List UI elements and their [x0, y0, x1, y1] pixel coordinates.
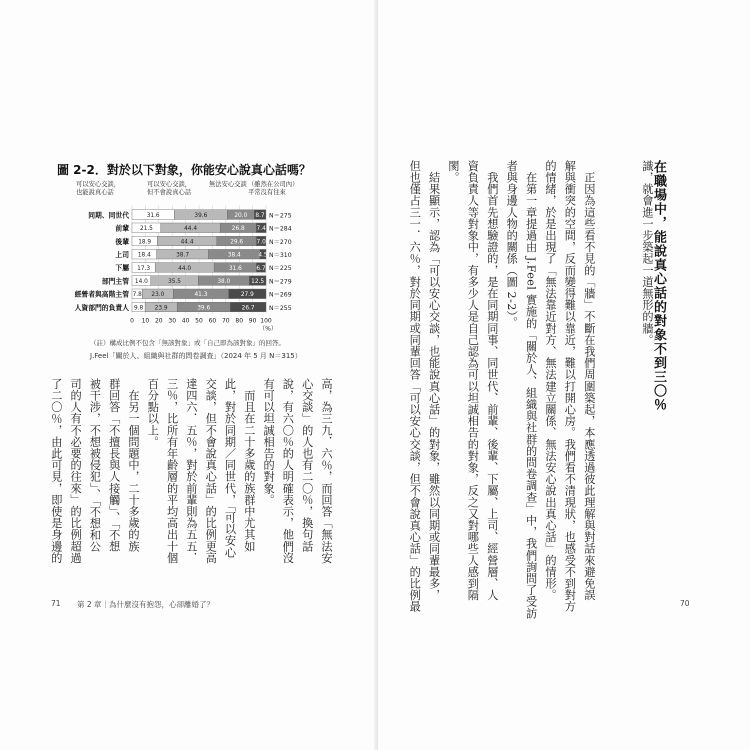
category-label: 下屬 [115, 264, 129, 273]
bar-value-label: 18.9 [138, 239, 152, 246]
bar-value-label: 23.0 [151, 292, 165, 299]
legend-label: 但不會說真心話 [147, 189, 192, 196]
bar-value-label: 44.0 [178, 265, 192, 272]
n-label: N＝279 [269, 278, 292, 286]
n-label: N＝275 [269, 212, 292, 220]
left-column-line: 說，有六〇％的人明確表示，他們沒 [281, 378, 295, 564]
bar-value-label: 26.8 [231, 226, 245, 233]
right-column-line: 的情緒，於是出現了「無法靠近對方、無法建立關係、無法安心說出真心話」的情形。 [544, 160, 557, 601]
category-label: 前輩 [115, 224, 129, 233]
x-tick-label: 80 [235, 317, 244, 325]
legend-label: 也能說真心話 [76, 189, 114, 196]
left-column-line: 心交談」的人也有二〇％，換句話 [300, 378, 314, 552]
right-column-line: 正因為這些看不見的「牆」不斷在我們周圍築起，本應透過彼此理解與對話來避免誤 [582, 160, 596, 601]
left-column-line: 在另一個問題中，二十多歲的族 [127, 378, 140, 552]
bar-value-label: 20.0 [234, 213, 248, 219]
x-tick-label: 10 [141, 317, 150, 325]
legend-label: 無法安心交談 [209, 181, 247, 188]
right-column-line: 資負責人等對象中，有多少人是自己認為可以坦誠相告的對象，反之又對哪些人感到隔 [466, 160, 480, 601]
n-label: N＝310 [269, 252, 292, 259]
left-page-number: 71 [51, 599, 61, 608]
x-tick-label: 100 [260, 317, 272, 325]
x-unit-label: （%） [259, 325, 277, 333]
left-column-line: 百分點以上。 [146, 378, 160, 448]
x-tick-label: 30 [168, 317, 177, 325]
n-label: N＝225 [269, 265, 292, 273]
bar-value-label: 4.5 [258, 252, 268, 259]
bar-value-label: 38.7 [176, 252, 190, 259]
right-column-line: 者與身邊人物的關係（圖 2-2）。 [505, 160, 519, 329]
x-tick-label: 20 [154, 317, 163, 325]
legend-label: 平常沒有往來 [248, 189, 286, 196]
bar-value-label: 9.8 [133, 305, 144, 312]
bar-value-label: 29.6 [230, 239, 244, 246]
category-label: 部門主管 [101, 277, 129, 286]
x-tick-label: 90 [248, 317, 257, 325]
bar-value-label: 38.4 [227, 252, 241, 259]
legend-label: （雖然在公司內） [248, 181, 298, 188]
x-tick-label: 0 [130, 317, 134, 325]
bar-value-label: 44.4 [180, 239, 194, 246]
bar-value-label: 6.7 [256, 265, 266, 272]
left-column-line: 了二〇％，由此可見，即使是身邊的 [49, 378, 63, 564]
bar-value-label: 26.7 [241, 305, 255, 312]
legend-label: 可以安心交談， [76, 181, 121, 188]
bar-value-label: 7.0 [256, 239, 266, 246]
left-column-line: 此，對於同期／同世代，「可以安心 [223, 378, 237, 558]
category-label: 上司 [115, 251, 129, 259]
bar-value-label: 35.5 [168, 279, 182, 285]
left-column-line: 被干涉，不想被侵犯」、「不想和公 [88, 378, 102, 553]
bar-value-label: 23.9 [154, 305, 168, 312]
left-column-line: 司的人有不必要的往來」的比例超過 [69, 378, 83, 564]
legend-label: 可以安心交談， [147, 181, 192, 188]
bar-value-label: 8.7 [255, 213, 265, 219]
x-tick-label: 50 [195, 317, 203, 325]
left-column-line: 達四六．五％，對於前輩則為五五． [184, 378, 198, 564]
right-column-line: 結果顯示，認為「可以安心交談，也能說真心話」的對象，雖然以同期或同輩最多， [427, 160, 441, 601]
figure-title: 圖 2-2．對於以下對象，你能安心說真心話嗎？ [57, 163, 311, 177]
bar-value-label: 7.8 [132, 292, 142, 299]
bar-value-label: 14.0 [134, 279, 148, 285]
bar-value-label: 17.3 [137, 265, 151, 272]
n-label: N＝284 [269, 225, 292, 233]
bar-value-label: 31.6 [146, 213, 160, 219]
category-label: 同期、同世代 [88, 211, 129, 220]
bar-value-label: 31.6 [228, 265, 242, 272]
right-column-line: 在第一章提過由 J.Feel 實施的「關於人、組織與社群的問卷調查」中，我們詢問了受訪 [524, 160, 538, 620]
bar-value-label: 44.4 [184, 226, 198, 233]
left-column-line: 群回答「不擅長與人接觸」、「不想 [107, 378, 121, 553]
n-label: N＝269 [269, 291, 292, 299]
right-column-line: 解與衝突的空間，反而變得難以靠近，難以打開心房。我們看不清現狀，也感受不到對方 [563, 160, 577, 613]
right-column-line: 識，就會進一步築起一道無形的牆。 [641, 160, 654, 346]
left-column-line: 而且在二十多歲的族群中尤其如 [242, 378, 256, 552]
right-column-line: 閡。 [447, 160, 460, 184]
right-column-line: 我們首先想驗證的，是在同期同事、同世代、前輩、後輩、下屬、上司、經營層、人 [485, 160, 499, 601]
left-running-head: 第 2 章｜為什麼沒有抱怨，心卻離婚了？ [77, 600, 215, 609]
bar-value-label: 27.9 [240, 292, 254, 299]
x-tick-label: 60 [208, 317, 217, 325]
right-page [378, 0, 750, 750]
bar-value-label: 18.4 [137, 252, 151, 259]
figure-note: （註）構成比例不包含「無該對象」或「自己即為該對象」的回答。 [90, 339, 285, 347]
bar-value-label: 39.6 [197, 305, 211, 312]
left-column-line: 三％，比所有年齡層的平均高出十個 [165, 378, 179, 564]
bar-value-label: 7.4 [256, 226, 266, 233]
bar-value-label: 41.3 [194, 292, 208, 299]
x-tick-label: 70 [221, 317, 230, 325]
stacked-bar-chart [52, 178, 298, 334]
section-heading: 在職場中，能說真心話的對象不到三〇％ [651, 160, 666, 412]
category-label: 經營者與高階主管 [74, 290, 129, 299]
bar-value-label: 12.5 [251, 279, 265, 285]
x-tick-label: 40 [181, 317, 190, 325]
left-column-line: 高，為三九．六％，而回答「無法安 [320, 378, 333, 564]
bar-value-label: 21.5 [139, 226, 153, 233]
bar-value-label: 39.6 [194, 213, 208, 219]
right-page-number: 70 [680, 599, 690, 608]
category-label: 後輩 [115, 237, 129, 246]
category-label: 人資部門的負責人 [74, 303, 129, 312]
bar-value-label: 38.0 [217, 279, 231, 285]
figure-source: J.Feel「關於人、組織與社群的問卷調查」（2024 年 5 月 N＝315） [90, 352, 302, 360]
left-column-line: 交談，但不會說真心話」的比例更高 [204, 378, 218, 564]
n-label: N＝270 [269, 238, 292, 246]
left-column-line: 有可以坦誠相告的對象。 [262, 378, 276, 506]
right-column-line: 但也僅占三一．六％，對於同期或同輩回答「可以安心交談，但不會說真心話」的比例最 [408, 160, 422, 613]
n-label: N＝255 [269, 304, 292, 312]
